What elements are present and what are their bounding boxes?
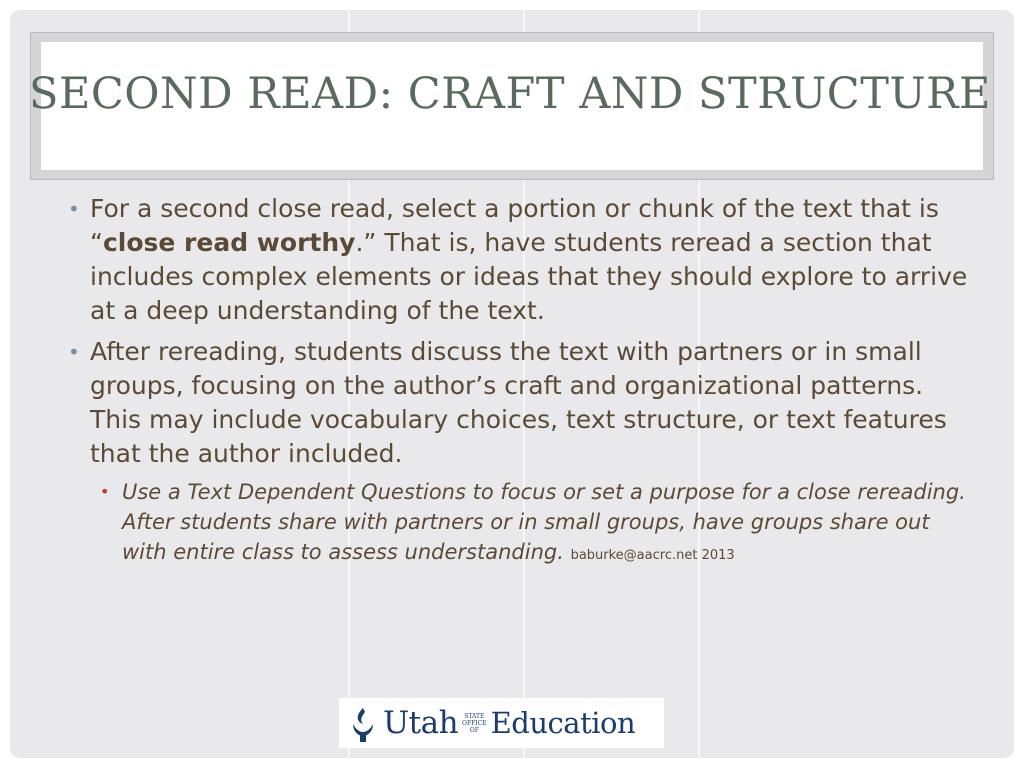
torch-icon <box>349 706 377 742</box>
bullet-text: For a second close read, select a portion or chunk of the text that is “ <box>90 194 939 257</box>
logo-small-line: OFFICE <box>462 719 487 727</box>
bullet-text: After rereading, students discuss the text with partners or in small groups, focusing on the author’s craft and organizational patterns. This may include vocabulary choices, text structure, or text features that the author included. <box>90 337 947 468</box>
bullet-text: .” That is, have students reread a section that includes complex elements or ideas that they should explore to arrive at a deep understanding of the text. <box>90 228 968 325</box>
logo-word-utah: Utah <box>383 705 459 741</box>
bullet-item <box>68 335 968 571</box>
logo-state-office <box>462 713 487 734</box>
logo-word-education: Education <box>490 706 636 740</box>
slide-title: SECOND READ: CRAFT AND STRUCTURE <box>29 69 991 119</box>
logo-small-line: STATE <box>464 712 485 720</box>
bullet-item <box>68 192 968 328</box>
sub-bullet-list <box>90 477 968 571</box>
bullet-list <box>68 192 968 571</box>
credit-text: baburke@aacrc.net 2013 <box>570 548 735 563</box>
utah-education-logo <box>339 698 664 748</box>
logo-small-line: OF <box>469 726 479 734</box>
sub-bullet-text: Use a Text Dependent Questions to focus or set a purpose for a close rereading. After students share with partners or in small groups, have groups share out with entire class to assess understanding. <box>122 480 966 564</box>
slide-body <box>68 192 968 578</box>
sub-bullet-item <box>100 477 968 571</box>
bullet-bold-text: close read worthy <box>102 228 356 257</box>
